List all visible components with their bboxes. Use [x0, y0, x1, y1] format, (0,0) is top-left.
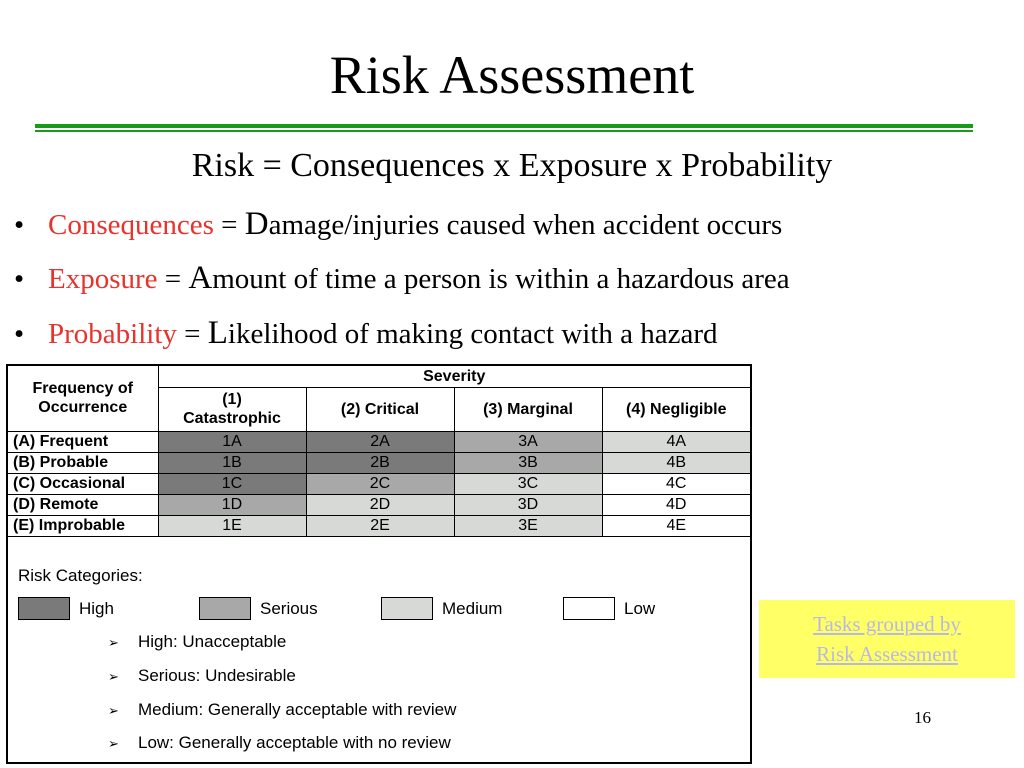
matrix-cell: 2C: [306, 473, 454, 494]
bullet-definition: amage/injuries caused when accident occurs: [268, 209, 783, 241]
bullet-definition: ikelihood of making contact with a hazard: [227, 318, 718, 350]
note-text: Low: Generally acceptable with no review: [138, 733, 451, 752]
bullet-dot: •: [14, 209, 25, 241]
frequency-header-line: Occurrence: [38, 399, 128, 417]
category-note-medium: [108, 700, 456, 720]
matrix-cell: 4E: [602, 515, 750, 536]
matrix-cell: 1E: [158, 515, 306, 536]
category-note-serious: [108, 666, 296, 686]
tasks-grouped-link[interactable]: [759, 600, 1015, 678]
matrix-row-probable: [8, 452, 750, 473]
risk-matrix-table: [8, 366, 750, 537]
bullet-equals: =: [176, 318, 208, 350]
legend-label-serious: Serious: [260, 599, 318, 618]
category-note-low: [108, 733, 451, 753]
tasks-link-line[interactable]: Risk Assessment: [816, 642, 958, 666]
bullet-lead-letter: L: [207, 315, 228, 351]
bullet-consequences: [14, 204, 782, 245]
title-divider-thin: [35, 130, 973, 132]
note-text: Medium: Generally acceptable with review: [138, 700, 457, 719]
legend-swatch-low: [563, 597, 615, 620]
matrix-cell: 4B: [602, 452, 750, 473]
matrix-cell: 3B: [454, 452, 602, 473]
severity-col-critical: (2) Critical: [306, 387, 454, 431]
risk-matrix: [6, 364, 752, 764]
matrix-cell: 2D: [306, 494, 454, 515]
title-divider-thick: [35, 124, 973, 128]
severity-col-catastrophic: [158, 387, 306, 431]
matrix-row-remote: [8, 494, 750, 515]
severity-col-line: Catastrophic: [183, 410, 281, 427]
bullet-lead-letter: D: [244, 206, 269, 242]
bullet-term: Probability: [48, 318, 177, 350]
severity-header: Severity: [158, 366, 750, 387]
slide-title: Risk Assessment: [329, 45, 695, 105]
severity-col-line: (1): [222, 391, 242, 408]
arrow-bullet-icon: ➢: [108, 703, 119, 718]
arrow-bullet-icon: ➢: [108, 635, 119, 650]
arrow-bullet-icon: ➢: [108, 736, 119, 751]
row-label: (B) Probable: [8, 452, 158, 473]
bullet-dot: •: [14, 318, 25, 350]
severity-col-marginal: (3) Marginal: [454, 387, 602, 431]
legend-label-medium: Medium: [442, 599, 503, 618]
matrix-cell: 3A: [454, 431, 602, 452]
row-label: (E) Improbable: [8, 515, 158, 536]
row-label: (A) Frequent: [8, 431, 158, 452]
matrix-cell: 1C: [158, 473, 306, 494]
risk-formula: Risk = Consequences x Exposure x Probability: [191, 147, 833, 184]
page-number: 16: [914, 708, 931, 727]
note-text: Serious: Undesirable: [138, 666, 296, 685]
matrix-cell: 2A: [306, 431, 454, 452]
row-label: (C) Occasional: [8, 473, 158, 494]
legend-swatch-medium: [381, 597, 433, 620]
frequency-header-line: Frequency of: [32, 380, 133, 398]
matrix-row-frequent: [8, 431, 750, 452]
category-note-high: [108, 632, 286, 652]
bullet-term: Exposure: [48, 263, 158, 295]
tasks-link-line[interactable]: Tasks grouped by: [813, 612, 961, 636]
matrix-cell: 1D: [158, 494, 306, 515]
matrix-cell: 2E: [306, 515, 454, 536]
bullet-equals: =: [157, 263, 189, 295]
risk-categories-title: Risk Categories:: [18, 566, 143, 585]
matrix-row-improbable: [8, 515, 750, 536]
bullet-equals: =: [213, 209, 245, 241]
matrix-cell: 1A: [158, 431, 306, 452]
legend-label-low: Low: [624, 599, 656, 618]
legend-label-high: High: [79, 599, 114, 618]
bullet-exposure: [14, 258, 790, 299]
matrix-cell: 1B: [158, 452, 306, 473]
bullet-definition: mount of time a person is within a hazardous area: [212, 263, 790, 295]
frequency-header: [8, 366, 158, 431]
arrow-bullet-icon: ➢: [108, 669, 119, 684]
matrix-row-occasional: [8, 473, 750, 494]
matrix-cell: 3C: [454, 473, 602, 494]
matrix-cell: 2B: [306, 452, 454, 473]
matrix-cell: 3E: [454, 515, 602, 536]
matrix-cell: 3D: [454, 494, 602, 515]
severity-col-negligible: (4) Negligible: [602, 387, 750, 431]
bullet-probability: [14, 313, 718, 354]
bullet-dot: •: [14, 263, 25, 295]
matrix-cell: 4D: [602, 494, 750, 515]
matrix-cell: 4A: [602, 431, 750, 452]
bullet-lead-letter: A: [188, 260, 213, 296]
matrix-cell: 4C: [602, 473, 750, 494]
legend-swatch-high: [18, 597, 70, 620]
legend-swatch-serious: [199, 597, 251, 620]
note-text: High: Unacceptable: [138, 632, 287, 651]
bullet-term: Consequences: [48, 209, 214, 241]
row-label: (D) Remote: [8, 494, 158, 515]
